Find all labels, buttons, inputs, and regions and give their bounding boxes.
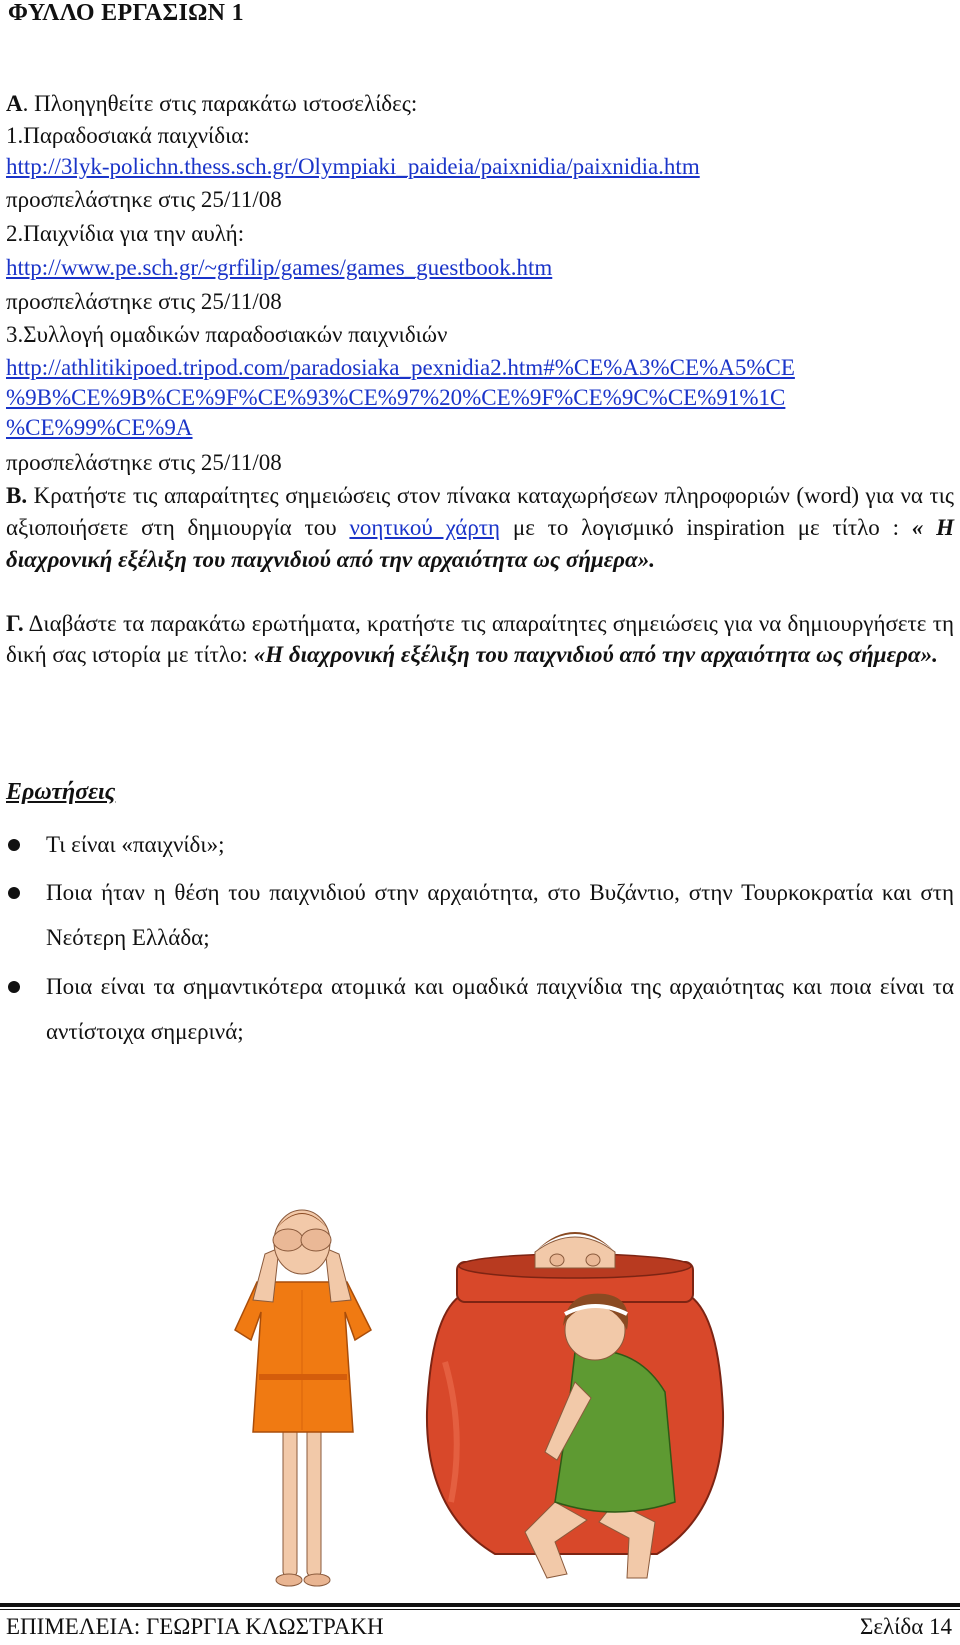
bullet-icon xyxy=(8,887,20,899)
section-c-title-quote: «Η διαχρονική εξέλιξη του παιχνιδιού από την αρχαιότητα ως σήμερα». xyxy=(253,642,938,667)
section-a-intro-text: . Πλοηγηθείτε στις παρακάτω ιστοσελίδες: xyxy=(22,91,418,116)
mind-map-link[interactable]: νοητικού χάρτη xyxy=(349,515,501,540)
item3-url-part3[interactable]: %CE%99%CE%9A xyxy=(6,415,193,440)
item1-label: 1.Παραδοσιακά παιχνίδια: xyxy=(6,123,250,148)
footer-divider xyxy=(0,1603,960,1607)
footer-page-number: Σελίδα 14 xyxy=(859,1614,952,1639)
section-c-paragraph xyxy=(6,608,954,670)
question-3: Ποια είναι τα σημαντικότερα ατομικά και ομαδικά παιχνίδια της αρχαιότητας και ποια είναι τα αντίστοιχα σημερινά; xyxy=(46,974,954,1044)
item3-link-line2[interactable] xyxy=(6,384,785,412)
section-a-intro xyxy=(6,90,417,118)
peeking-child-figure xyxy=(535,1232,615,1268)
footer-author: ΕΠΙΜΕΛΕΙΑ: ΓΕΩΡΓΙΑ ΚΛΩΣΤΡΑΚΗ xyxy=(6,1614,384,1639)
item3-label: 3.Συλλογή ομαδικών παραδοσιακών παιχνιδιών xyxy=(6,322,448,347)
item3-url-part2[interactable]: %9B%CE%9B%CE%9F%CE%93%CE%97%20%CE%9F%CE%9C%CE%91%1C xyxy=(6,385,786,410)
item2-label: 2.Παιχνίδια για την αυλή: xyxy=(6,221,245,246)
bullet-icon xyxy=(8,981,20,993)
bullet-icon xyxy=(8,839,20,851)
section-b-label: Β. xyxy=(6,483,28,508)
standing-child-figure xyxy=(235,1210,371,1586)
item1-link[interactable] xyxy=(6,153,700,181)
hide-and-seek-illustration xyxy=(195,1202,755,1596)
section-a-label: Α xyxy=(6,91,23,116)
section-b-text-2: με το λογισμικό inspiration με τίτλο : xyxy=(500,515,912,540)
item3-url-part1[interactable]: http://athlitikipoed.tripod.com/paradosiaka_pexnidia2.htm#%CE%A3%CE%A5%CE xyxy=(6,355,795,380)
item3-accessed: προσπελάστηκε στις 25/11/08 xyxy=(6,450,282,475)
footer-divider-thin xyxy=(0,1609,960,1610)
question-2: Ποια ήταν η θέση του παιχνιδιού στην αρχαιότητα, στο Βυζάντιο, στην Τουρκοκρατία και στη Νεότερη Ελλάδα; xyxy=(46,880,954,950)
page-title: ΦΥΛΛΟ ΕΡΓΑΣΙΩΝ 1 xyxy=(8,0,244,26)
section-c-label: Γ. xyxy=(6,611,24,636)
item2-accessed: προσπελάστηκε στις 25/11/08 xyxy=(6,289,282,314)
section-b-paragraph xyxy=(6,480,954,576)
item2-link[interactable] xyxy=(6,254,552,282)
item1-accessed: προσπελάστηκε στις 25/11/08 xyxy=(6,187,282,212)
item1-url[interactable]: http://3lyk-polichn.thess.sch.gr/Olympiaki_paideia/paixnidia/paixnidia.htm xyxy=(6,154,700,179)
item3-link-line3[interactable] xyxy=(6,414,193,442)
questions-heading: Ερωτήσεις xyxy=(6,779,116,805)
item2-url[interactable]: http://www.pe.sch.gr/~grfilip/games/games_guestbook.htm xyxy=(6,255,553,280)
item3-link-line1[interactable] xyxy=(6,354,795,382)
question-1: Τι είναι «παιχνίδι»; xyxy=(46,832,225,857)
section-b-text-1: Κρατήστε τις απαραίτητες σημειώσεις στον πίνακα καταχωρήσεων πληροφοριών (word) για να τις αξιοποιήσετε στη δημιουργία του xyxy=(6,483,954,540)
section-b-title-quote: « Η διαχρονική εξέλιξη του παιχνιδιού από την αρχαιότητα ως σήμερα». xyxy=(6,515,955,572)
section-c-text: Διαβάστε τα παρακάτω ερωτήματα, κρατήστε τις απαραίτητες σημειώσεις για να δημιουργήσετε τη δική σας ιστορία με τίτλο: xyxy=(6,611,954,667)
